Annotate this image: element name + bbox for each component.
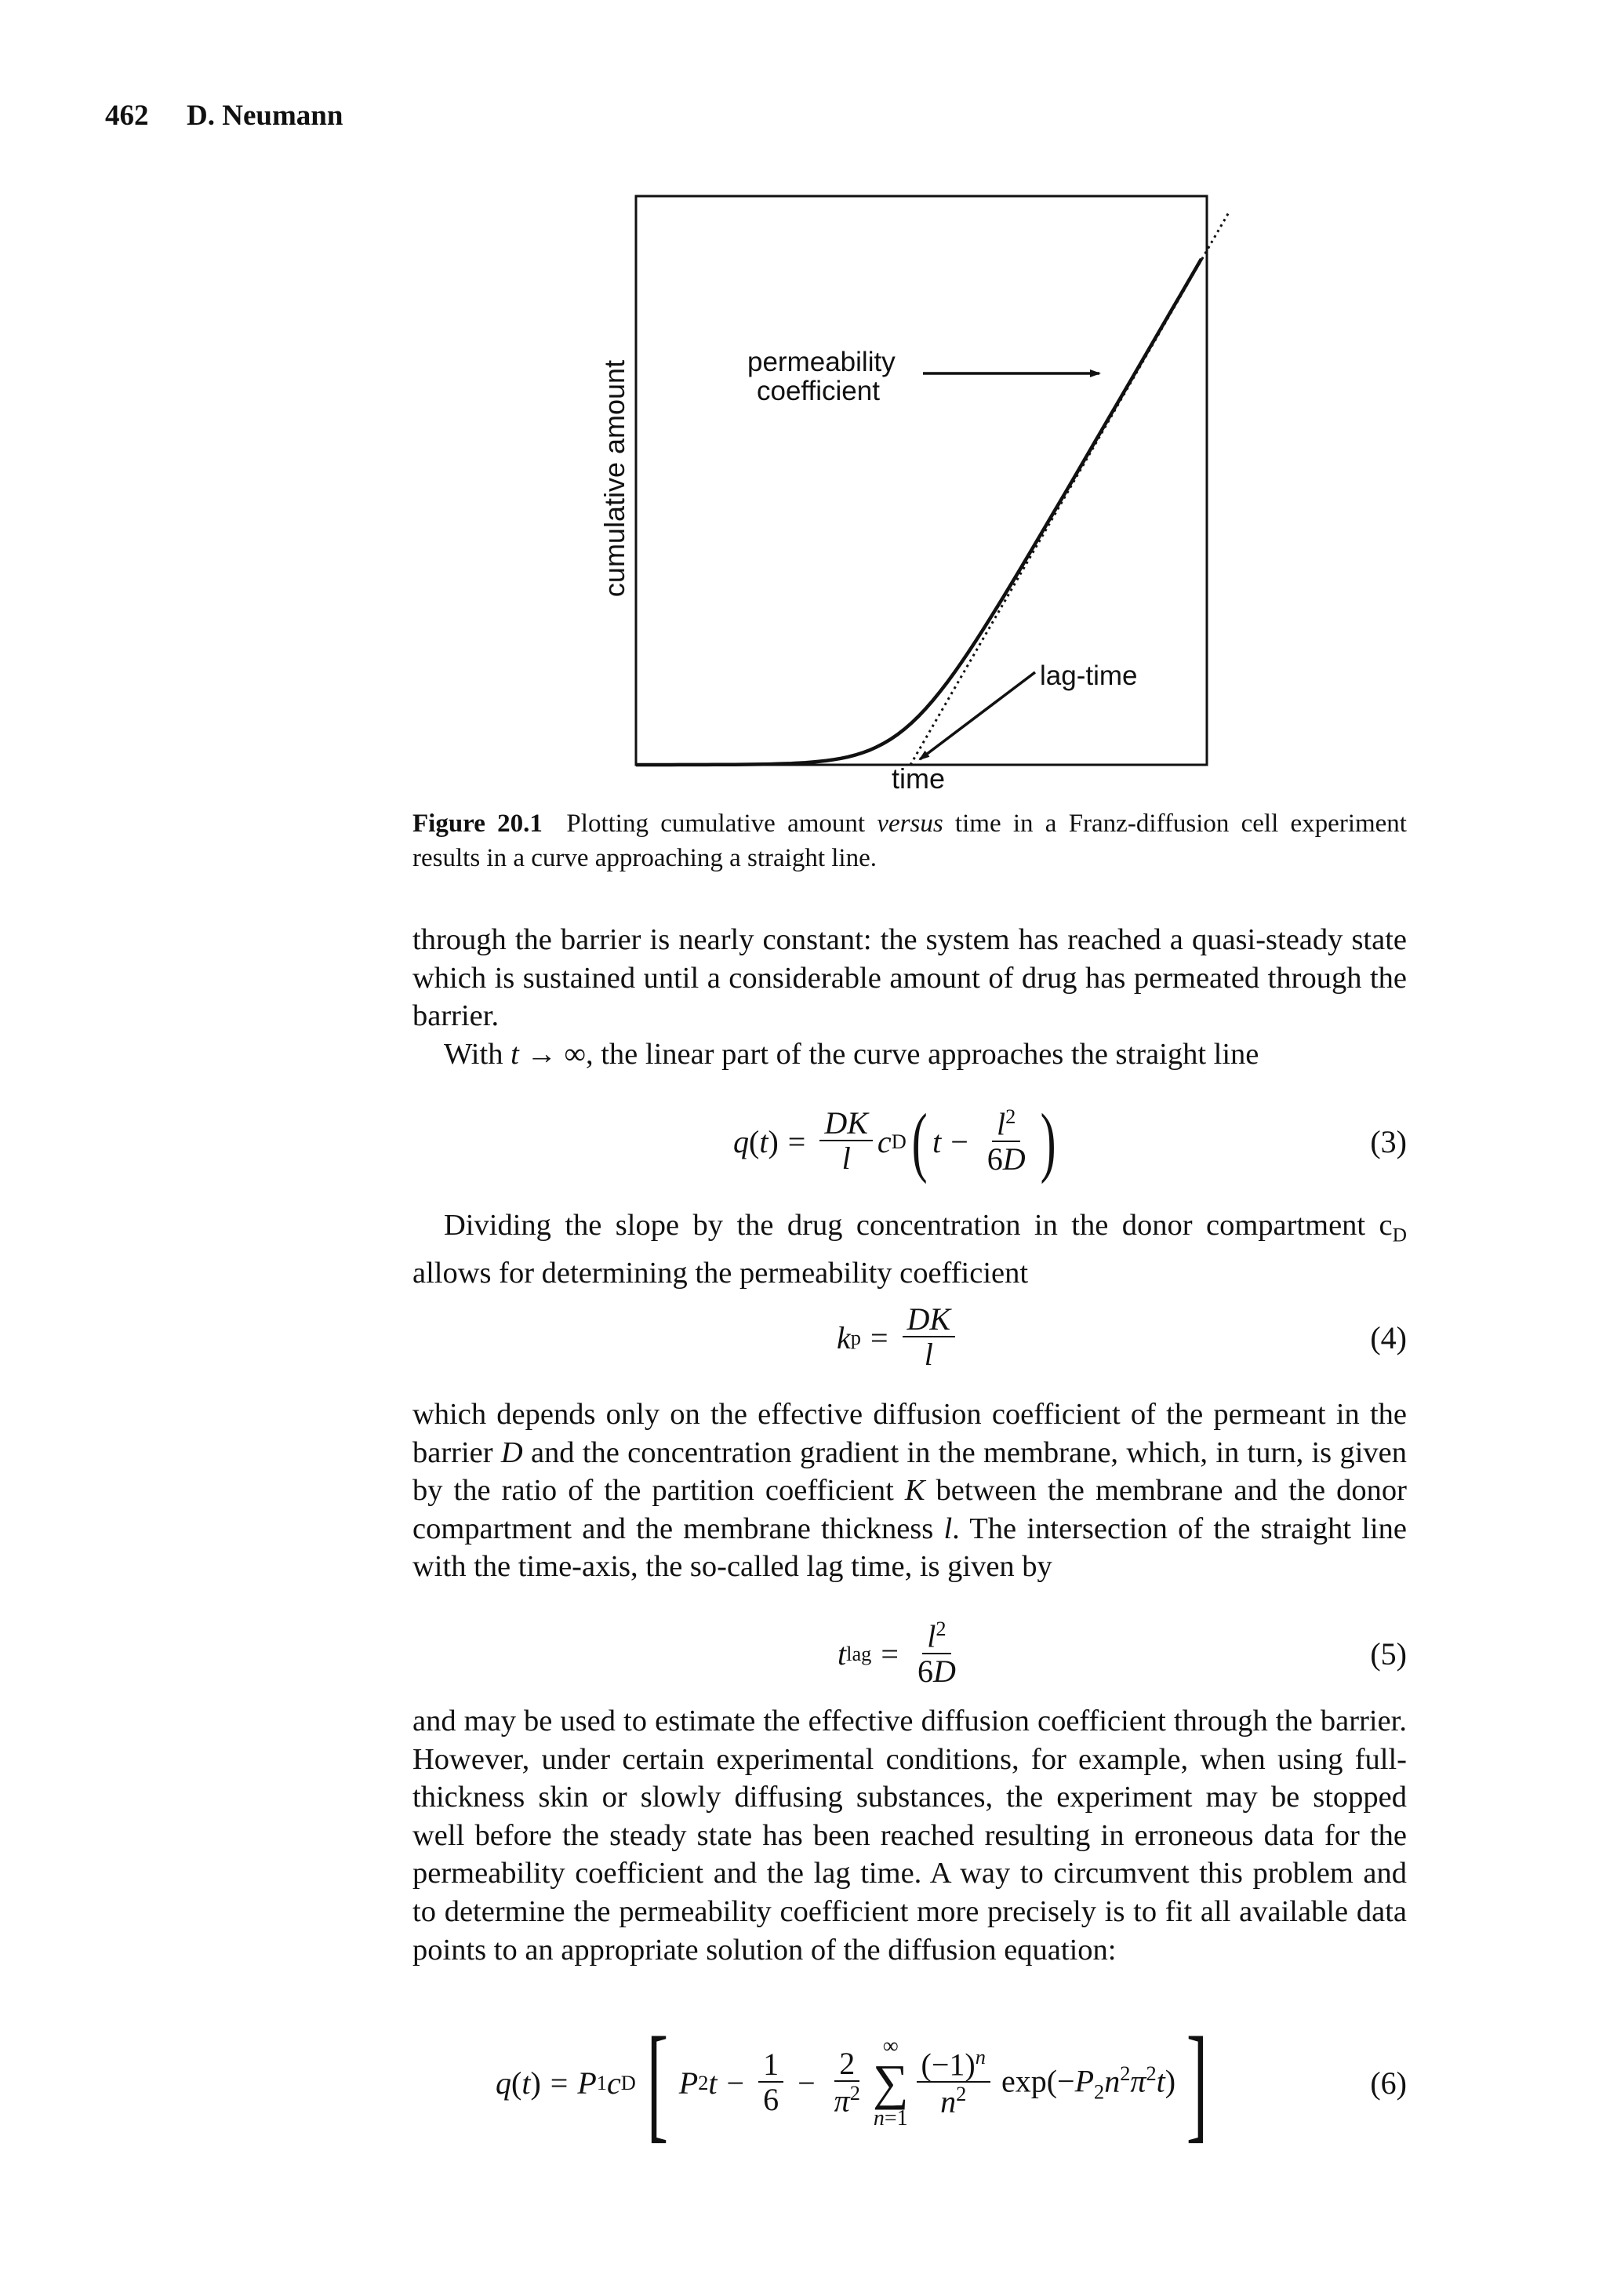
p3-post: allows for determining the permeability coefficient	[412, 1257, 1029, 1290]
annotation-lag-time: lag-time	[1040, 660, 1138, 691]
paragraph-5: and may be used to estimate the effective diffusion coefficient through the barrier. However, under certain experimental conditions, for example, when using full-thickness skin or slowly diffusing substances, the experiment may be stopped well before the steady state has been reached resulting in erroneous data for the permeability coefficient and the lag time. A way to circumvent this problem and to determine the permeability coefficient more precisely is to fit all available data points to an appropriate solution of the diffusion equation:	[412, 1705, 1407, 1967]
y-axis-label: cumulative amount	[598, 359, 630, 598]
equation-6-number: (6)	[1370, 2065, 1407, 2101]
caption-text-italic: versus	[877, 810, 943, 838]
p2-var: t	[511, 1038, 519, 1071]
annotation-permeability-line2: coefficient	[757, 376, 880, 406]
equation-4: k p = $\frac{DK}{l}$ (4)	[0, 1290, 1606, 1385]
p4-K: K	[904, 1474, 925, 1508]
paragraph-4	[412, 1395, 1407, 1586]
x-axis-label: time	[891, 762, 946, 795]
p4-D: D	[500, 1435, 523, 1469]
p3-text: Dividing the slope by the drug concentration in the donor compartment c	[444, 1209, 1393, 1242]
equation-5: t lag = $\frac{l^2}{6D}$ (5)	[0, 1606, 1606, 1701]
p2-mid: → ∞, the linear part of the curve approaches the straight line	[518, 1038, 1259, 1071]
p3-sub: D	[1392, 1224, 1407, 1246]
equation-5-number: (5)	[1370, 1636, 1407, 1672]
caption-text-post: time in a Franz-diffusion cell experiment results in a curve approaching a straight line.	[412, 810, 1407, 872]
annotation-permeability-line1: permeability	[747, 347, 896, 377]
p4-c: between the membrane and the donor compartment and the membrane thickness	[412, 1474, 1407, 1545]
p4-b: and the concentration gradient in the membrane, which, in turn, is given by the ratio of the partition coefficient	[412, 1435, 1407, 1508]
equation-6: q ( t ) = P 1 c D [ P 2 t − $\frac{1}{6}$ − $\frac{2}{\pi^2}$ ∞ ∑ n=1 $\frac{(-1)^n}{n^2}$ $\exp(-P_2n^2\pi^2t)$ ] (6)	[496, 2010, 1407, 2154]
figure-caption	[412, 806, 1407, 875]
p4-d: . The intersection of the straight line with the time-axis, the so-called lag time, is given by	[412, 1512, 1407, 1584]
caption-label: Figure 20.1	[412, 810, 543, 838]
page-number: 462	[105, 100, 149, 132]
paragraph-1: through the barrier is nearly constant: the system has reached a quasi-steady state which is sustained until a considerable amount of drug has permeated through the barrier.	[412, 923, 1407, 1033]
equation-3-number: (3)	[1370, 1123, 1407, 1159]
p4-l: l	[943, 1512, 953, 1545]
p2-pre: With	[444, 1038, 511, 1071]
paragraph-2	[412, 1035, 1407, 1074]
figure-chart	[594, 184, 1229, 812]
lag-time-arrow	[920, 672, 1035, 759]
running-head-author: D. Neumann	[187, 100, 343, 132]
p4-a: which depends only on the effective diffusion coefficient of the permeant in the barrier	[412, 1398, 1407, 1469]
caption-text-pre: Plotting cumulative amount	[566, 810, 877, 838]
paragraph-3	[412, 1206, 1407, 1293]
equation-4-number: (4)	[1370, 1319, 1407, 1355]
equation-3: q ( t ) = $\frac{DK}{l}$ c D ( t − $\frac{l^2}{6D}$ ) (3)	[0, 1094, 1606, 1188]
